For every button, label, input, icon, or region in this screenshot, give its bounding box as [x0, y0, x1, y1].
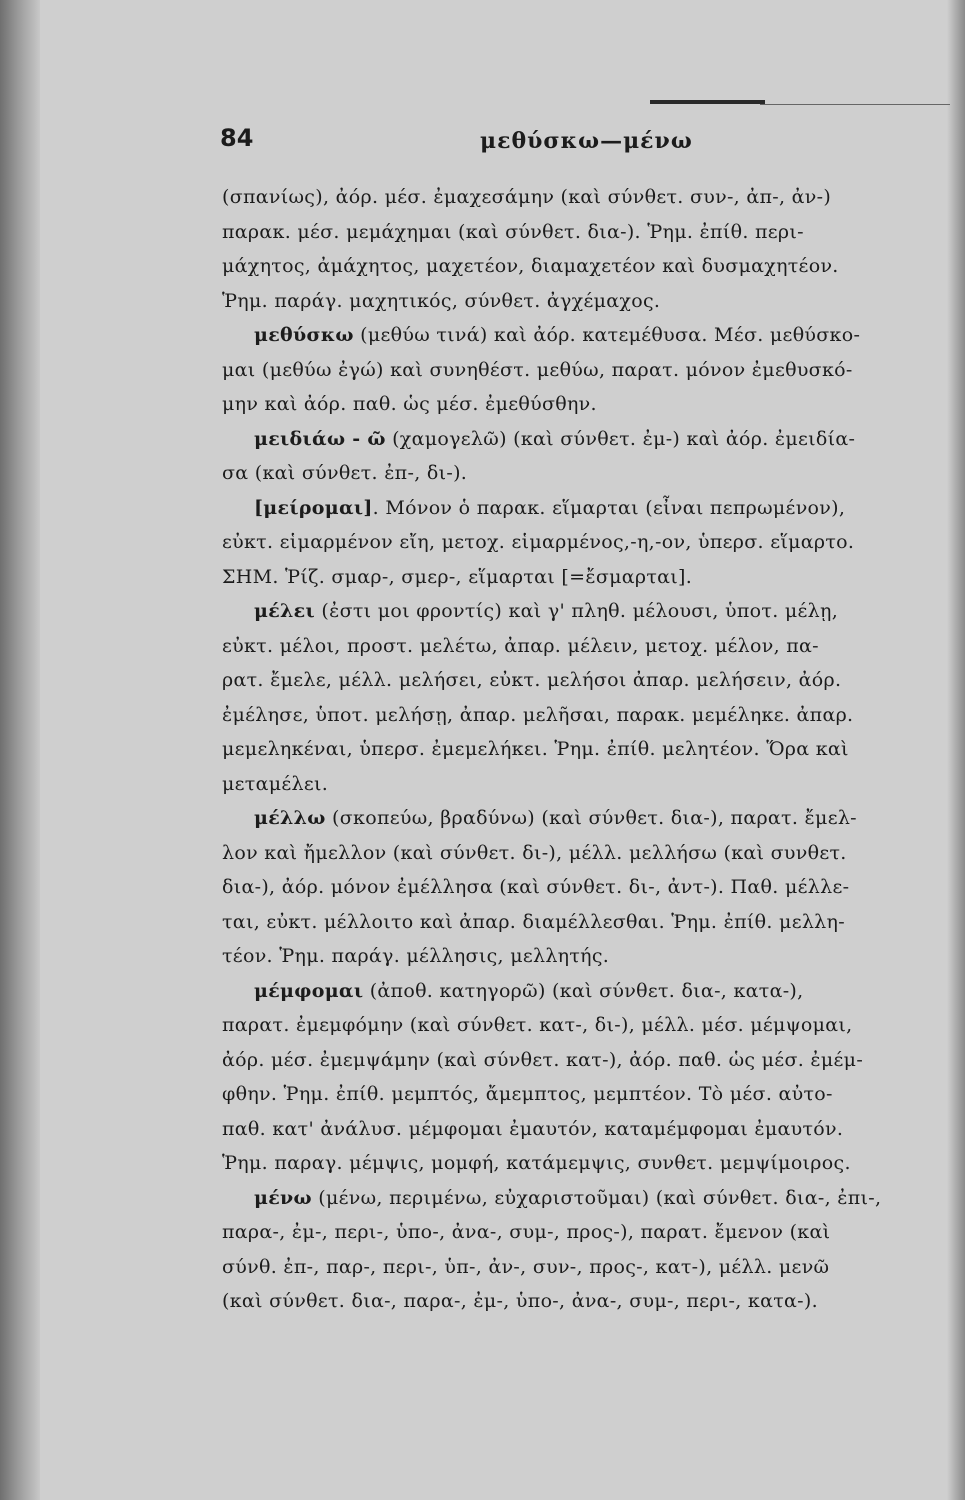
- line-text: μην καὶ ἀόρ. παθ. ὡς μέσ. ἐμεθύσθην.: [222, 393, 597, 415]
- line-text: (καὶ σύνθετ. δια-, παρα-, ἐμ-, ὑπο-, ἀνα-, συμ-, περι-, κατα-).: [222, 1290, 818, 1312]
- line-text: (χαμογελῶ) (καὶ σύνθετ. ἐμ-) καὶ ἀόρ. ἐμειδία-: [385, 427, 856, 450]
- line-text: (σπανίως), ἀόρ. μέσ. ἐμαχεσάμην (καὶ σύνθετ. συν-, ἀπ-, ἀν-): [222, 186, 832, 208]
- line-text: παρατ. ἐμεμφόμην (καὶ σύνθετ. κατ-, δι-), μέλλ. μέσ. μέμψομαι,: [222, 1014, 853, 1036]
- text-line: [222, 1077, 934, 1112]
- text-line: [222, 318, 934, 353]
- dictionary-text: [222, 180, 934, 1319]
- line-text: σύνθ. ἐπ-, παρ-, περι-, ὑπ-, ἀν-, συν-, προς-, κατ-), μέλλ. μενῶ: [222, 1255, 830, 1278]
- text-line: [222, 387, 934, 422]
- binding-shadow: [0, 0, 40, 1500]
- header-rule: [650, 100, 765, 104]
- line-text: παθ. κατ' ἀνάλυσ. μέμφομαι ἐμαυτόν, καταμέμφομαι ἐμαυτόν.: [222, 1117, 844, 1140]
- headword: μεθύσκω: [254, 324, 354, 346]
- headword: μέμφομαι: [254, 979, 364, 1002]
- text-line: [222, 1215, 934, 1250]
- text-line: [222, 353, 934, 388]
- line-text: παρα-, ἐμ-, περι-, ὑπο-, ἀνα-, συμ-, προς-), παρατ. ἔμενον (καὶ: [222, 1221, 831, 1243]
- text-line: [222, 629, 934, 664]
- line-text: ΣΗΜ. Ῥίζ. σμαρ-, σμερ-, εἵμαρται [=ἔσμαρται].: [222, 565, 693, 588]
- text-line: [222, 836, 934, 871]
- line-text: (μεθύω τινά) καὶ ἀόρ. κατεμέθυσα. Μέσ. μεθύσκο-: [353, 324, 861, 346]
- header-rule-thin: [760, 104, 950, 105]
- line-text: (ἐστι μοι φροντίς) καὶ γ' πληθ. μέλουσι, ὑποτ. μέλῃ,: [315, 600, 839, 622]
- text-line: [222, 1284, 934, 1319]
- line-text: Ῥημ. παράγ. μαχητικός, σύνθετ. ἀγχέμαχος.: [222, 289, 661, 312]
- line-text: μαι (μεθύω ἐγώ) καὶ συνηθέστ. μεθύω, παρατ. μόνον ἐμεθυσκό-: [222, 358, 853, 381]
- line-text: τέον. Ῥημ. παράγ. μέλλησις, μελλητής.: [222, 945, 610, 967]
- line-text: μεμεληκέναι, ὑπερσ. ἐμεμελήκει. Ῥημ. ἐπίθ. μελητέον. Ὅρα καὶ: [222, 738, 849, 760]
- text-line: [222, 456, 934, 491]
- headword: μένω: [254, 1186, 312, 1209]
- line-text: ἀόρ. μέσ. ἐμεμψάμην (καὶ σύνθετ. κατ-), ἀόρ. παθ. ὡς μέσ. ἐμέμ-: [222, 1048, 864, 1071]
- page-edge-shadow: [947, 0, 965, 1500]
- line-text: φθην. Ῥημ. ἐπίθ. μεμπτός, ἄμεμπτος, μεμπτέον. Τὸ μέσ. αὐτο-: [222, 1083, 833, 1105]
- text-line: [222, 1008, 934, 1043]
- text-line: [222, 767, 934, 802]
- line-text: (μένω, περιμένω, εὐχαριστοῦμαι) (καὶ σύνθετ. δια-, ἐπι-,: [311, 1186, 882, 1209]
- text-line: [222, 594, 934, 629]
- line-text: Ῥημ. παραγ. μέμψις, μομφή, κατάμεμψις, συνθετ. μεμψίμοιρος.: [222, 1152, 851, 1174]
- text-line: [222, 698, 934, 733]
- text-line: [222, 1181, 934, 1216]
- text-line: [222, 180, 934, 215]
- line-text: παρακ. μέσ. μεμάχημαι (καὶ σύνθετ. δια-). Ῥημ. ἐπίθ. περι-: [222, 220, 804, 243]
- text-line: [222, 801, 934, 836]
- headword: μέλει: [254, 600, 316, 622]
- line-text: σα (καὶ σύνθετ. ἐπ-, δι-).: [222, 462, 468, 484]
- text-line: [222, 870, 934, 905]
- line-text: μάχητος, ἀμάχητος, μαχετέον, διαμαχετέον καὶ δυσμαχητέον.: [222, 255, 839, 277]
- text-line: [222, 974, 934, 1009]
- line-text: μεταμέλει.: [222, 772, 329, 795]
- line-text: λον καὶ ἤμελλον (καὶ σύνθετ. δι-), μέλλ. μελλήσω (καὶ συνθετ.: [222, 841, 847, 864]
- headword: μέλλω: [254, 807, 326, 829]
- line-text: . Μόνον ὁ παρακ. εἵμαρται (εἶναι πεπρωμένον),: [372, 496, 846, 519]
- line-text: ρατ. ἔμελε, μέλλ. μελήσει, εὐκτ. μελήσοι ἀπαρ. μελήσειν, ἀόρ.: [222, 669, 842, 691]
- text-line: [222, 560, 934, 595]
- headword: μειδιάω - ῶ: [254, 427, 386, 450]
- text-line: [222, 939, 934, 974]
- line-text: (σκοπεύω, βραδύνω) (καὶ σύνθετ. δια-), παρατ. ἔμελ-: [325, 807, 857, 829]
- text-line: [222, 284, 934, 319]
- text-line: [222, 1043, 934, 1078]
- text-line: [222, 422, 934, 457]
- line-text: δια-), ἀόρ. μόνον ἐμέλλησα (καὶ σύνθετ. δι-, ἀντ-). Παθ. μέλλε-: [222, 876, 850, 898]
- text-line: [222, 491, 934, 526]
- line-text: (ἀποθ. κατηγορῶ) (καὶ σύνθετ. δια-, κατα-),: [363, 979, 804, 1002]
- text-line: [222, 663, 934, 698]
- text-line: [222, 249, 934, 284]
- running-head: μεθύσκω—μένω: [480, 128, 693, 154]
- text-line: [222, 215, 934, 250]
- text-line: [222, 525, 934, 560]
- headword: [μείρομαι]: [254, 496, 373, 519]
- text-line: [222, 1250, 934, 1285]
- text-line: [222, 1112, 934, 1147]
- text-line: [222, 905, 934, 940]
- text-line: [222, 732, 934, 767]
- text-line: [222, 1146, 934, 1181]
- line-text: εὐκτ. μέλοι, προστ. μελέτω, ἀπαρ. μέλειν, μετοχ. μέλον, πα-: [222, 634, 819, 657]
- line-text: ἐμέλησε, ὑποτ. μελήσῃ, ἀπαρ. μελῆσαι, παρακ. μεμέληκε. ἀπαρ.: [222, 703, 854, 726]
- page-number: 84: [220, 124, 254, 152]
- line-text: ται, εὐκτ. μέλλοιτο καὶ ἀπαρ. διαμέλλεσθαι. Ῥημ. ἐπίθ. μελλη-: [222, 910, 845, 933]
- line-text: εὐκτ. εἱμαρμένον εἴη, μετοχ. εἱμαρμένος,-η,-ον, ὑπερσ. εἵμαρτο.: [222, 531, 855, 553]
